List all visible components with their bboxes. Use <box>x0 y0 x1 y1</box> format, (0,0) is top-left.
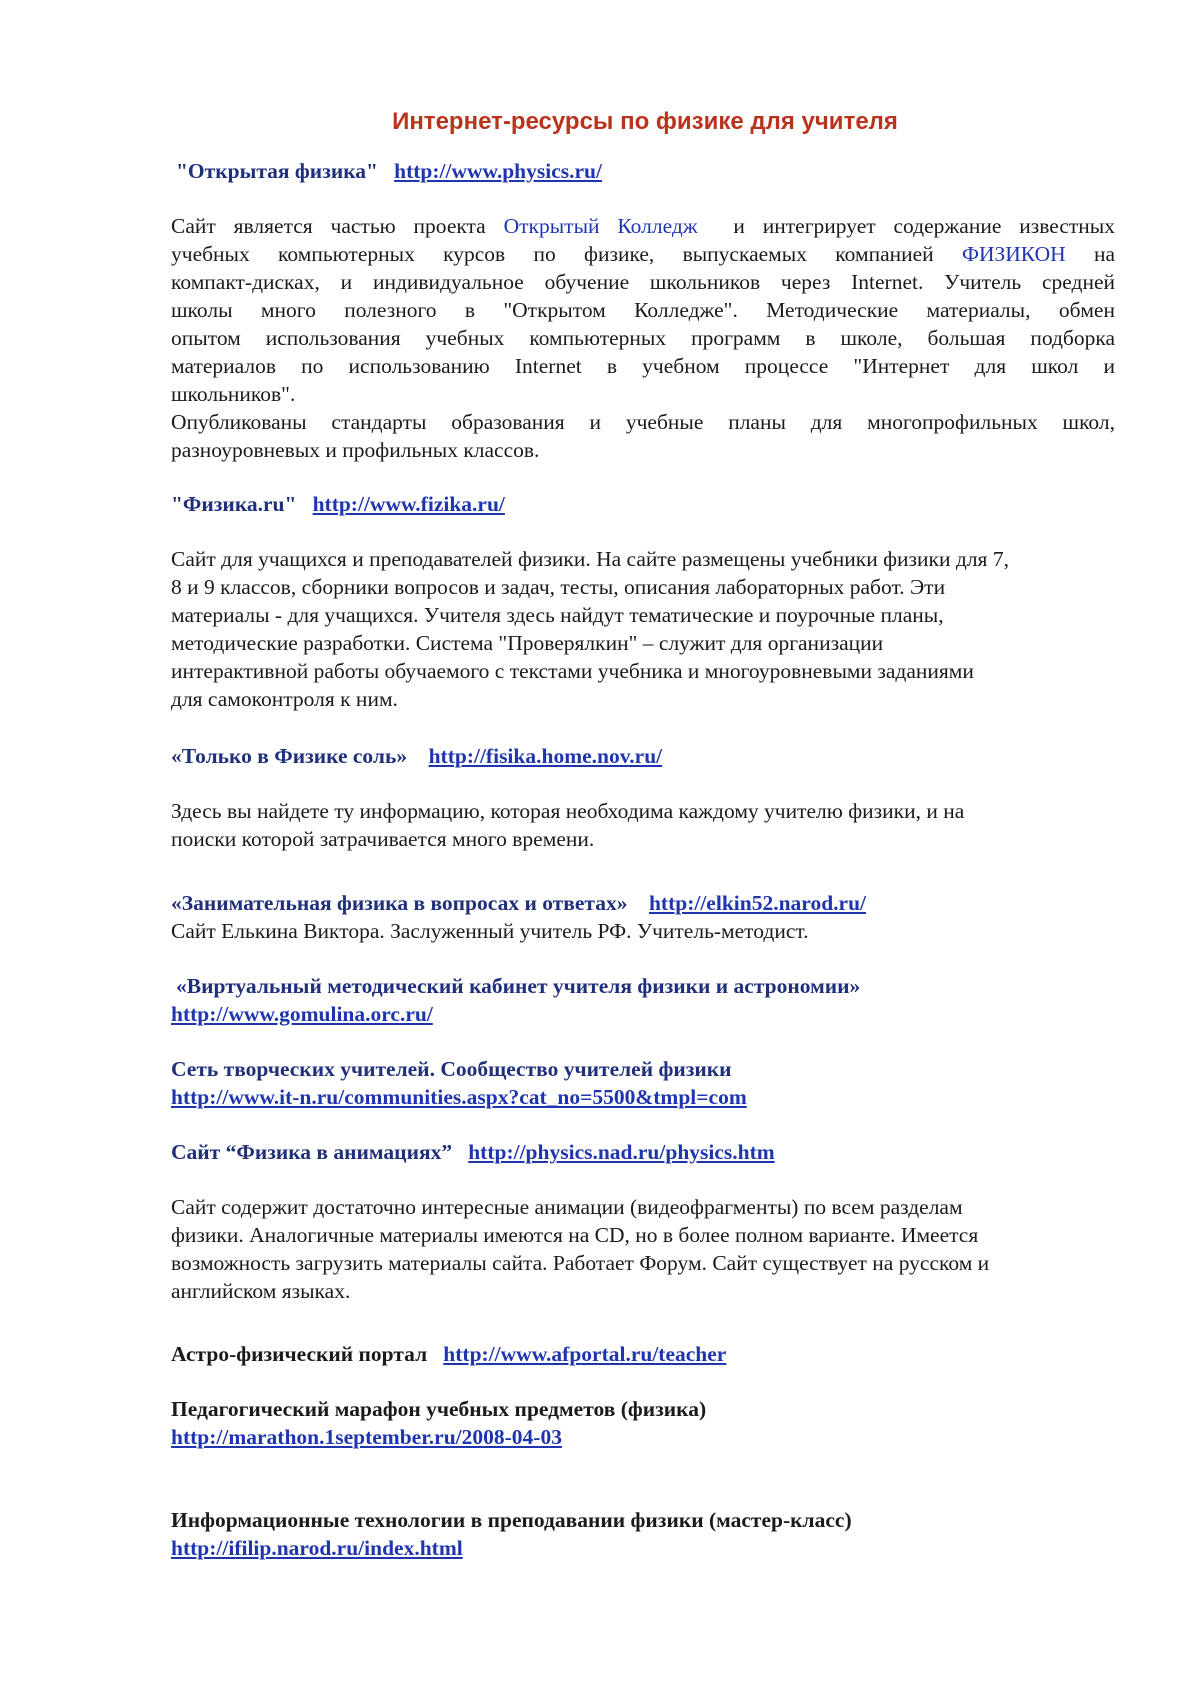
desc-line: материалы - для учащихся. Учителя здесь найдут тематические и поурочные планы, <box>171 603 944 627</box>
resource-link[interactable]: http://physics.nad.ru/physics.htm <box>468 1140 775 1164</box>
desc-line: методические разработки. Система "Проверялкин" – служит для организации <box>171 631 884 655</box>
resource-description-fizika-ru <box>171 545 1115 713</box>
desc-line: интерактивной работы обучаемого с текстами учебника и многоуровневыми заданиями <box>171 659 974 683</box>
desc-line: для самоконтроля к ним. <box>171 687 398 711</box>
resource-name: «Занимательная физика в вопросах и ответах» <box>171 891 628 915</box>
resource-heading-astro <box>171 1340 1115 1368</box>
resource-link[interactable]: http://marathon.1september.ru/2008-04-03 <box>171 1425 562 1449</box>
resource-description-salt <box>171 797 1115 853</box>
resource-name: "Физика.ru" <box>171 492 297 516</box>
desc-text: и интегрирует содержание известных <box>733 214 1115 238</box>
desc-line: Здесь вы найдете ту информацию, которая необходима каждому учителю физики, и на <box>171 799 965 823</box>
resource-heading-entertaining <box>171 889 1115 917</box>
desc-line: материалов по использованию Internet в учебном процессе "Интернет для школ и <box>171 354 1115 378</box>
resource-link[interactable]: http://www.physics.ru/ <box>394 159 602 183</box>
resource-name: «Только в Физике соль» <box>171 744 408 768</box>
resource-name: "Открытая физика" <box>176 159 378 183</box>
resource-link[interactable]: http://www.gomulina.orc.ru/ <box>171 1002 433 1026</box>
desc-line: 8 и 9 классов, сборники вопросов и задач, тесты, описания лабораторных работ. Эти <box>171 575 946 599</box>
resource-name-it-teaching: Информационные технологии в преподавании физики (мастер-класс) <box>171 1508 852 1532</box>
resource-link[interactable]: http://www.afportal.ru/teacher <box>443 1342 727 1366</box>
resource-name-virtual-cabinet: «Виртуальный методический кабинет учителя физики и астрономии» <box>176 974 861 998</box>
desc-line: английском языках. <box>171 1279 351 1303</box>
inline-link[interactable]: ФИЗИКОН <box>961 242 1066 266</box>
resource-link[interactable]: http://elkin52.narod.ru/ <box>648 891 867 915</box>
resource-description-animations <box>171 1193 1115 1305</box>
resource-name: Астро-физический портал <box>171 1342 428 1366</box>
resource-heading-animations <box>171 1138 1115 1166</box>
resource-name: Сайт “Физика в анимациях” <box>171 1140 453 1164</box>
resource-link[interactable]: http://www.it-n.ru/communities.aspx?cat_no=5500&tmpl=com <box>171 1085 747 1109</box>
resource-name-network: Сеть творческих учителей. Сообщество учителей физики <box>171 1057 732 1081</box>
resource-url-row <box>171 1000 1115 1028</box>
desc-line: компакт-дисках, и индивидуальное обучение школьников через Internet. Учитель средней <box>171 270 1115 294</box>
desc-line: разноуровневых и профильных классов. <box>171 438 540 462</box>
resource-link[interactable]: http://fisika.home.nov.ru/ <box>428 744 663 768</box>
resource-url-row <box>171 1083 1115 1111</box>
resource-heading-fizika-ru <box>171 490 1115 518</box>
resource-url-row <box>171 1534 1115 1562</box>
resource-heading-salt <box>171 742 1115 770</box>
resource-link[interactable]: http://ifilip.narod.ru/index.html <box>171 1536 463 1560</box>
desc-line: школьников". <box>171 382 296 406</box>
inline-link[interactable]: Открытый Колледж <box>503 214 698 238</box>
desc-line: Опубликованы стандарты образования и учебные планы для многопрофильных школ, <box>171 410 1115 434</box>
resource-description-open-physics <box>171 212 1115 464</box>
desc-line: поиски которой затрачивается много времени. <box>171 827 595 851</box>
resource-heading-open-physics <box>176 157 1120 185</box>
desc-line: опытом использования учебных компьютерных программ в школе, большая подборка <box>171 326 1115 350</box>
desc-line: Сайт содержит достаточно интересные анимации (видеофрагменты) по всем разделам <box>171 1195 963 1219</box>
page-title: Интернет-ресурсы по физике для учителя <box>392 108 898 135</box>
desc-text: на <box>1093 242 1116 266</box>
desc-text: учебных компьютерных курсов по физике, выпускаемых компанией <box>171 242 934 266</box>
resource-link[interactable]: http://www.fizika.ru/ <box>312 492 505 516</box>
resource-url-row <box>171 1423 1115 1451</box>
desc-line: Сайт для учащихся и преподавателей физики. На сайте размещены учебники физики для 7, <box>171 547 1009 571</box>
desc-line: физики. Аналогичные материалы имеются на CD, но в более полном варианте. Имеется <box>171 1223 979 1247</box>
desc-line: школы много полезного в "Открытом Колледже". Методические материалы, обмен <box>171 298 1115 322</box>
desc-line: возможность загрузить материалы сайта. Работает Форум. Сайт существует на русском и <box>171 1251 990 1275</box>
resource-description-entertaining: Сайт Елькина Виктора. Заслуженный учитель РФ. Учитель-методист. <box>171 919 809 943</box>
desc-text: Сайт является частью проекта <box>171 214 486 238</box>
resource-name-marathon: Педагогический марафон учебных предметов (физика) <box>171 1397 707 1421</box>
